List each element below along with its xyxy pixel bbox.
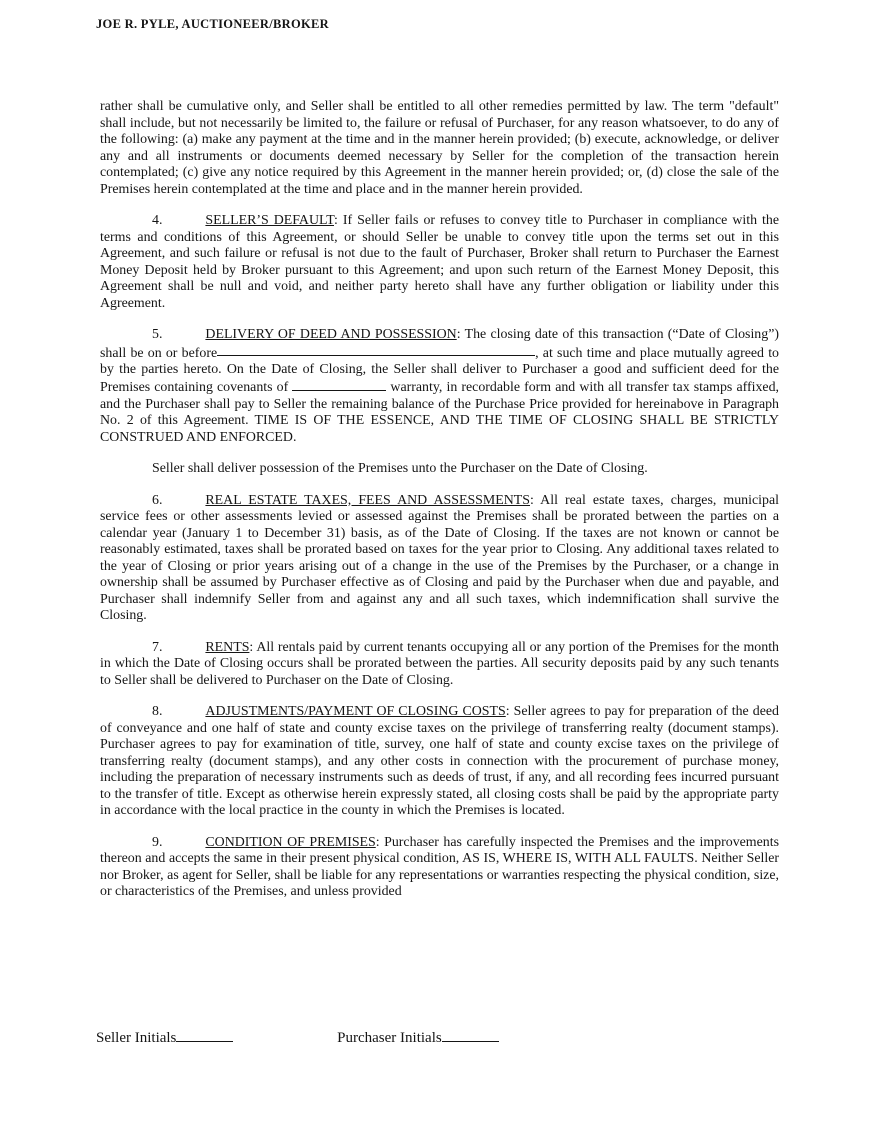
paragraph-number: 7. [152,639,163,655]
paragraph-default-remedies-continuation: rather shall be cumulative only, and Seller shall be entitled to all other remedies permitted by law. The term "default" shall include, but not necessarily be limited to, the failure or refusal of Purchaser, for any reason whatsoever, to do any of the following: (a) make any payment at the time and in the manner herein provided; (b) execute, acknowledge, or deliver any and all instruments or documents deemed necessary by Seller for the completion of the transaction herein contemplated; (c) give any notice required by this Agreement in the manner herein provided; or, (d) close the sale of the Premises herein contemplated at the time and place and in the manner herein provided. [100,99,779,197]
paragraph-heading: RENTS [205,639,250,655]
broker-header: JOE R. PYLE, AUCTIONEER/BROKER [96,17,329,31]
fill-in-blank [292,378,386,391]
paragraph-heading: DELIVERY OF DEED AND POSSESSION [205,327,457,342]
purchaser-initials-item [337,1029,499,1047]
paragraph-heading: ADJUSTMENTS/PAYMENT OF CLOSING COSTS [205,704,506,720]
seller-initials-item [96,1029,233,1047]
initials-footer [96,1029,499,1047]
paragraph-number: 5. [152,327,163,342]
seller-initials-label: Seller Initials [96,1030,177,1046]
paragraph-7: 7. RENTS: All rentals paid by current tenants occupying all or any portion of the Premises for the month in which the Date of Closing occurs shall be prorated between the parties. All security deposits paid by any such tenants to Seller shall be delivered to Purchaser on the Date of Closing. [100,639,779,688]
paragraph-6: 6. REAL ESTATE TAXES, FEES AND ASSESSMENTS: All real estate taxes, charges, municipal service fees or other assessments levied or assessed against the Premises shall be prorated between the parties on a calendar year (January 1 to December 31) basis, as of the Date of Closing. If the taxes are not known or cannot be reasonably estimated, taxes shall be prorated based on taxes for the year prior to Closing. Any additional taxes related to the year of Closing or prior years arising out of a change in the use of the Premises by the Purchaser, or a change in ownership shall be assumed by Purchaser effective as of Closing and paid by the Purchaser when due and payable, and Purchaser shall indemnify Seller from and against any and all such taxes, which indemnification shall survive the Closing. [100,492,779,624]
seller-initials-blank [176,1029,233,1042]
paragraph-5: 5. DELIVERY OF DEED AND POSSESSION: The closing date of this transaction (“Date of Closing”) shall be on or before , at such time and place mutually agreed to by the parties hereto. On the Date of Closing, the Seller shall deliver to Purchaser a good and sufficient deed for the Premises containing covenants of warranty, in recordable form and with all transfer tax stamps affixed, and the Purchaser shall pay to Seller the remaining balance of the Purchase Price provided for hereinabove in Paragraph No. 2 of this Agreement. TIME IS OF THE ESSENCE, AND THE TIME OF CLOSING SHALL BE STRICTLY CONSTRUED AND ENFORCED. [100,327,779,445]
paragraph-number: 6. [152,492,163,508]
paragraph-heading: REAL ESTATE TAXES, FEES AND ASSESSMENTS [205,492,530,508]
paragraph-4: 4. SELLER’S DEFAULT: If Seller fails or refuses to convey title to Purchaser in compliance with the terms and conditions of this Agreement, or should Seller be unable to convey title upon the terms set out in this Agreement, and such failure or refusal is not due to the fault of Purchaser, Broker shall return to Purchaser the Earnest Money Deposit held by Broker pursuant to this Agreement; and upon such return of the Earnest Money Deposit, this Agreement shall be null and void, and neither party hereto shall have any further obligation or liability under this Agreement. [100,213,779,311]
paragraph-heading: CONDITION OF PREMISES [205,834,376,850]
paragraph-9: 9. CONDITION OF PREMISES: Purchaser has carefully inspected the Premises and the improvements thereon and accepts the same in their present physical condition, AS IS, WHERE IS, WITH ALL FAULTS. Neither Seller nor Broker, as agent for Seller, shall be liable for any representations or warranties respecting the physical condition, size, or characteristics of the Premises, and unless provided [100,834,779,900]
purchaser-initials-label: Purchaser Initials [337,1030,442,1046]
fill-in-blank [217,344,535,357]
paragraph-8: 8. ADJUSTMENTS/PAYMENT OF CLOSING COSTS: Seller agrees to pay for preparation of the deed of conveyance and one half of state and county excise taxes on the privilege of transferring realty (document stamps). Purchaser agrees to pay for examination of title, survey, one half of state and county excise taxes on the privilege of transferring realty (document stamps), and any other costs in connection with the procurement of purchase money, including the preparation of necessary instruments such as deeds of trust, if any, and all recording fees incurred pursuant to the transfer of title. Except as otherwise herein expressly stated, all closing costs shall be paid by the appropriate party in accordance with the local practice in the county in which the Premises is located. [100,704,779,819]
document-body [100,99,779,916]
paragraph-number: 8. [152,704,163,720]
paragraph-heading: SELLER’S DEFAULT [205,213,334,228]
purchaser-initials-blank [442,1029,499,1042]
paragraph-number: 9. [152,834,163,850]
paragraph-possession: Seller shall deliver possession of the Premises unto the Purchaser on the Date of Closing. [152,461,648,477]
paragraph-number: 4. [152,213,163,228]
